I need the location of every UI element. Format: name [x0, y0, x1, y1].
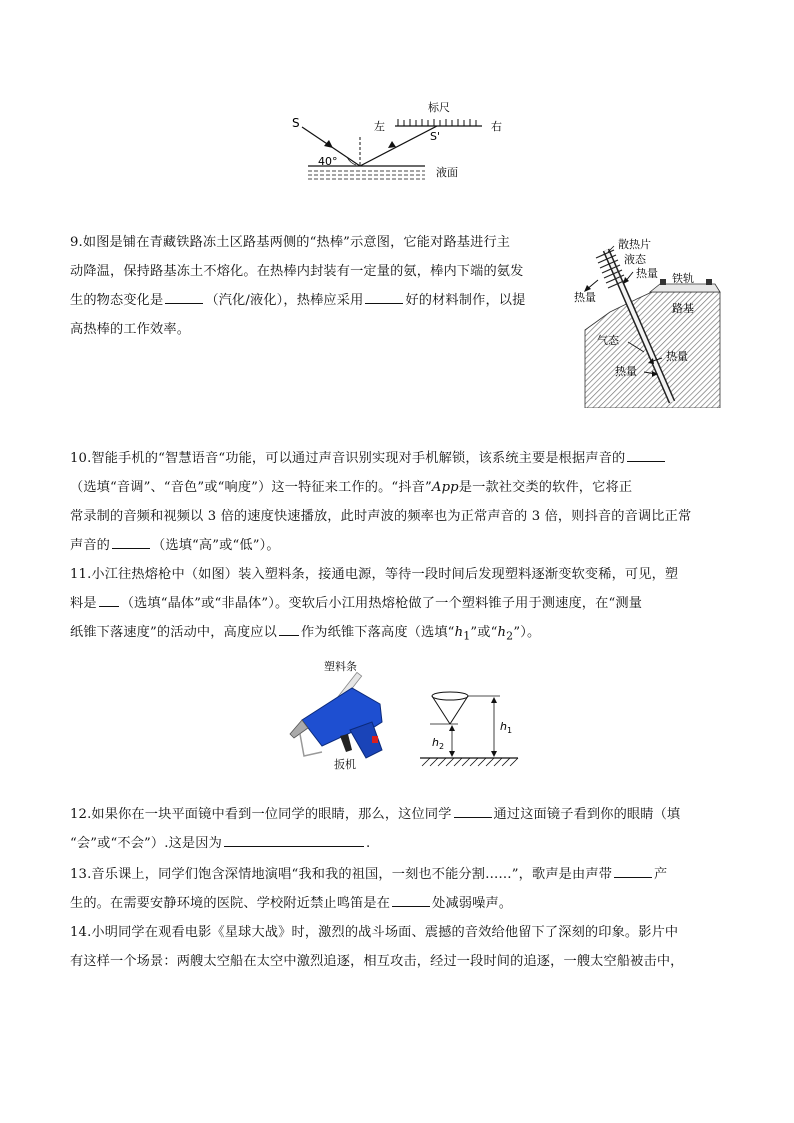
label-ruler: 标尺 [428, 101, 450, 114]
label-h2-sub: 2 [439, 742, 445, 751]
answer-blank[interactable] [454, 802, 492, 818]
question-13 [70, 860, 730, 918]
q13-line2: 生的。在需要安静环境的医院、学校附近禁止鸣笛是在 处减弱噪声。 [70, 889, 730, 918]
question-9 [70, 228, 560, 344]
label-rail: 铁轨 [672, 272, 694, 285]
arrow-icon [388, 141, 396, 148]
q12-line1: 12.如果你在一块平面镜中看到一位同学的眼睛，那么，这位同学 通过这面镜子看到你的眼睛（填 [70, 800, 730, 829]
heat-pipe-figure [570, 232, 725, 408]
answer-blank[interactable] [365, 288, 403, 304]
answer-blank[interactable] [627, 446, 665, 462]
label-angle: 40° [318, 155, 338, 168]
q11-line1: 11.小江往热熔枪中（如图）装入塑料条，接通电源，等待一段时间后发现塑料逐渐变软变稀，可见，塑 [70, 567, 679, 582]
answer-blank[interactable] [224, 831, 364, 847]
answer-blank[interactable] [392, 891, 430, 907]
q10-line4: 声音的 （选填“高”或“低”）。 [70, 531, 730, 560]
label-fins: 散热片 [618, 238, 651, 251]
label-heat-mid: 热量 [666, 350, 688, 363]
label-glue-stick: 塑料条 [324, 660, 357, 673]
answer-blank[interactable] [614, 862, 652, 878]
label-right: 右 [491, 120, 502, 133]
label-heat-top: 热量 [636, 267, 658, 280]
liquid-mirror-figure [290, 95, 520, 190]
label-trigger: 扳机 [334, 758, 356, 771]
label-s-prime: S' [430, 130, 441, 143]
arrow-icon [324, 140, 333, 148]
label-liquid-state: 液态 [624, 253, 646, 266]
question-14 [70, 918, 730, 976]
q10-line3: 常录制的音频和视频以 3 倍的速度快速播放，此时声波的频率也为正常声音的 3 倍，则抖音的音调比正常 [70, 509, 692, 524]
glue-gun-figure [282, 660, 402, 772]
q12-line2: “会”或“不会”）.这是因为 . [70, 829, 730, 858]
label-heat-left: 热量 [574, 291, 596, 304]
q11-line3: 纸锥下落速度”的活动中，高度应以 作为纸锥下落高度（选填“$h_1$”或“$h_2$”）。 [70, 618, 730, 651]
q13-line1: 13.音乐课上，同学们饱含深情地演唱“我和我的祖国，一刻也不能分割……”，歌声是由声带 产 [70, 860, 730, 889]
label-liquid: 液面 [436, 166, 458, 179]
q9-line3: 生的物态变化是 （汽化/液化），热棒应采用 好的材料制作，以提 [70, 286, 560, 315]
answer-blank[interactable] [279, 620, 299, 636]
q10-line2: （选填“音调”、“音色”或“响度”）这一特征来工作的。“抖音”App是一款社交类的软件，它将正 [70, 480, 633, 495]
question-11 [70, 560, 730, 651]
label-h1: h [500, 720, 507, 733]
answer-blank[interactable] [165, 288, 203, 304]
paper-cone-figure [418, 690, 523, 772]
question-12 [70, 800, 730, 858]
label-h2: h [432, 736, 439, 749]
q9-line4: 高热棒的工作效率。 [70, 322, 191, 337]
question-10 [70, 444, 730, 560]
answer-blank[interactable] [112, 533, 150, 549]
answer-blank[interactable] [99, 591, 119, 607]
label-roadbed: 路基 [672, 302, 694, 315]
q9-line2: 动降温，保持路基冻土不熔化。在热棒内封装有一定量的氨，棒内下端的氨发 [70, 264, 524, 279]
label-heat-bottom: 热量 [615, 365, 637, 378]
label-gas-state: 气态 [597, 334, 619, 347]
reflected-ray [360, 126, 437, 166]
q11-line2: 料是 （选填“晶体”或“非晶体”）。变软后小江用热熔枪做了一个塑料锥子用于测速度，在“测量 [70, 589, 730, 618]
label-left: 左 [374, 120, 385, 133]
q9-line1: 9.如图是铺在青藏铁路冻土区路基两侧的“热棒”示意图，它能对路基进行主 [70, 235, 511, 250]
q14-line1: 14.小明同学在观看电影《星球大战》时，激烈的战斗场面、震撼的音效给他留下了深刻的印象。影片中 [70, 925, 679, 940]
q14-line2: 有这样一个场景：两艘太空船在太空中激烈追逐，相互攻击，经过一段时间的追逐，一艘太空船被击中， [70, 954, 684, 969]
q10-line1: 10.智能手机的“智慧语音“功能，可以通过声音识别实现对手机解锁，该系统主要是根据声音的 [70, 444, 730, 473]
label-h1-sub: 1 [507, 726, 513, 735]
label-s: S [292, 116, 300, 130]
